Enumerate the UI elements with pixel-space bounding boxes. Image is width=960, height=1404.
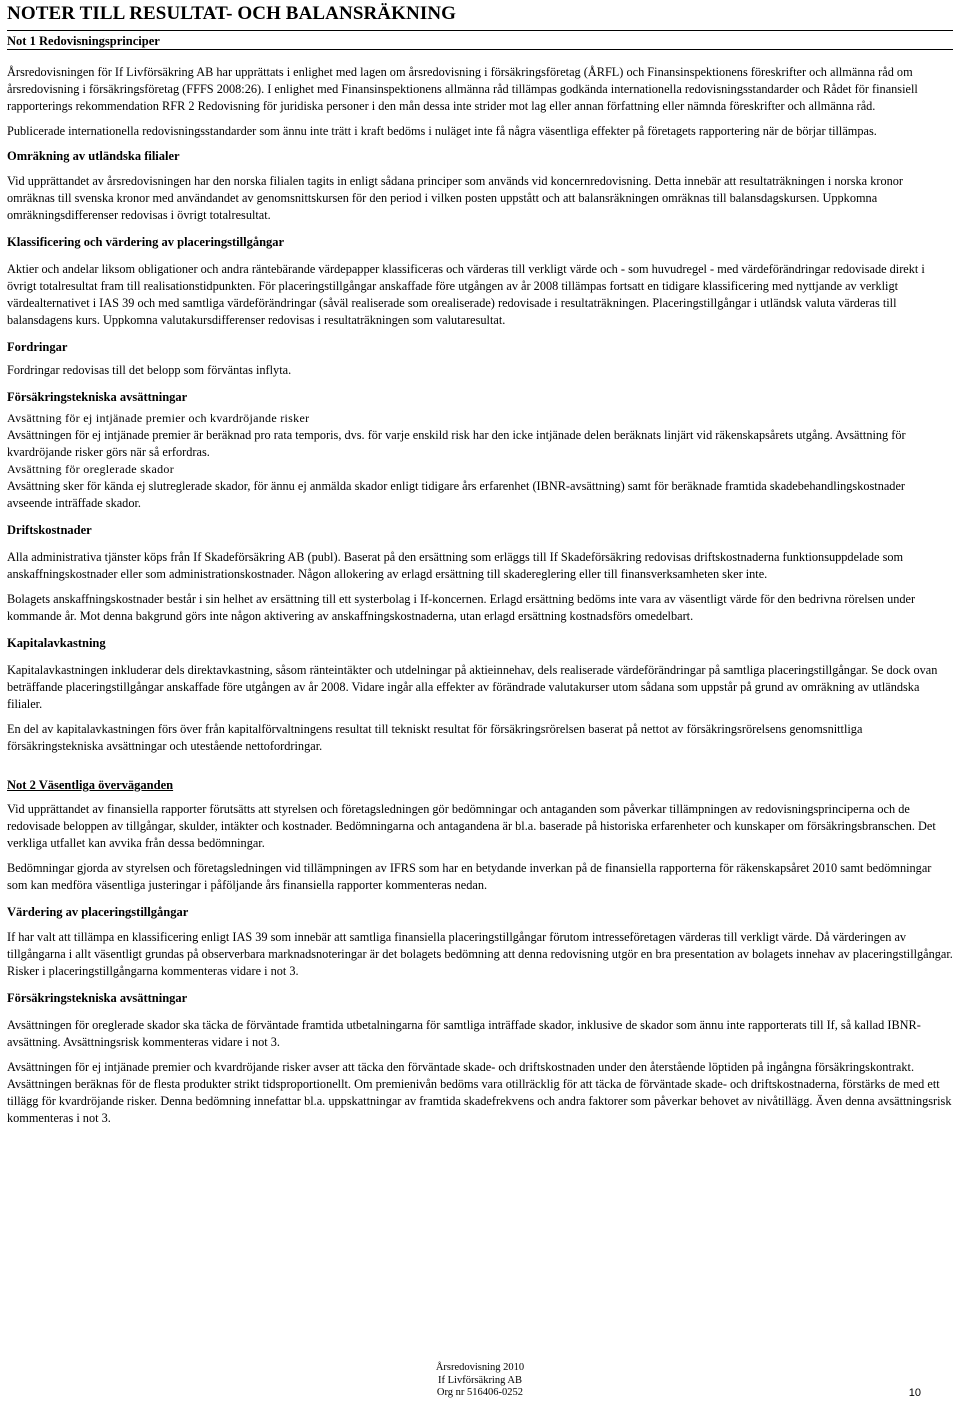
section-heading-forsakringstekniska: Försäkringstekniska avsättningar bbox=[7, 390, 188, 404]
title-rule bbox=[7, 30, 953, 31]
section-heading-vardering: Värdering av placeringstillgångar bbox=[7, 905, 189, 919]
section-heading-omrakning: Omräkning av utländska filialer bbox=[7, 149, 180, 163]
page-number: 10 bbox=[908, 1387, 921, 1399]
document-page bbox=[7, 0, 953, 1127]
paragraph-driftskostnader-1: Alla administrativa tjänster köps från If Skadeförsäkring AB (publ). Baserat på den ersättning som erläggs till If Skadeförsäkring redovisas driftskostnaderna funktionsuppdelade som anskaffningskostnader eller som administrationskostnader. Någon allokering av erlagd ersättning till skadereglering eller till finansverksamheten sker inte. bbox=[7, 550, 904, 581]
subheading-ej-intjanade: Avsättning för ej intjänade premier och kvardröjande risker bbox=[7, 411, 310, 425]
section-heading-driftskostnader: Driftskostnader bbox=[7, 523, 92, 537]
note-1-rule bbox=[7, 49, 953, 50]
subheading-oreglerade-skador: Avsättning för oreglerade skador bbox=[7, 462, 174, 476]
paragraph-oreglerade-skador: Avsättning sker för kända ej slutreglerade skador, för ännu ej anmälda skador enligt tidigare års erfarenhet (IBNR-avsättning) samt för beräknade framtida skadebehandlingskostnader avseende inträffade skador. bbox=[7, 479, 905, 510]
paragraph-kapitalavkastning-1: Kapitalavkastningen inkluderar dels direktavkastning, såsom ränteintäkter och utdelningar på aktieinnehav, dels realiserade värdeförändringar på samtliga placeringstillgångar. Se dock ovan beträffande placeringstillgångar anskaffade före utgången av år 2008. Vidare ingår alla effekter av förändrade valutakurser utom sådana som uppstår på grund av omräkning av utländska filialer. bbox=[7, 663, 938, 711]
paragraph-forsakringstekniska-2a: Avsättningen för oreglerade skador ska täcka de förväntade framtida utbetalningarna för samtliga inträffade skador, inklusive de skador som ännu inte rapporterats till If, så kallad IBNR-avsättning. Avsättningsrisk kommenteras vidare i not 3. bbox=[7, 1018, 921, 1049]
footer-report-year: Årsredovisning 2010 bbox=[435, 1362, 525, 1373]
note-2-paragraph-1: Vid upprättandet av finansiella rapporter förutsätts att styrelsen och företagsledningen gör bedömningar och antaganden som påverkar tillämpningen av redovisningsprinciperna och de redovisade beloppen av tillgångar, skulder, intäkter och kostnader. Bedömningarna och antagandena är bl.a. baserade på historiska erfarenheter och kunskaper om försäkringsbranschen. Det verkliga utfallet kan avvika från dessa bedömningar. bbox=[7, 802, 936, 850]
page-title: NOTER TILL RESULTAT- OCH BALANSRÄKNING bbox=[7, 3, 457, 24]
note-1-paragraph-2: Publicerade internationella redovisningsstandarder som ännu inte trätt i kraft bedöms i nuläget inte få några väsentliga effekter på företagets rapportering när de börjar tillämpas. bbox=[7, 124, 877, 138]
paragraph-kapitalavkastning-2: En del av kapitalavkastningen förs över från kapitalförvaltningens resultat till tekniskt resultat för försäkringsrörelsen baserat på nettot av försäkringsrörelsens genomsnittliga försäkringstekniska avsättningar och utestående nettofordringar. bbox=[7, 722, 863, 753]
section-heading-fordringar: Fordringar bbox=[7, 340, 68, 354]
note-2-paragraph-2: Bedömningar gjorda av styrelsen och företagsledningen vid tillämpningen av IFRS som har en betydande inverkan på de finansiella rapporterna för räkenskapsåret 2010 samt bedömningar som kan medföra väsentliga justeringar i påföljande års finansiella rapporter kommenteras nedan. bbox=[7, 861, 932, 892]
note-1-heading: Not 1 Redovisningsprinciper bbox=[7, 34, 160, 48]
paragraph-fordringar: Fordringar redovisas till det belopp som förväntas inflyta. bbox=[7, 363, 292, 377]
footer-company-name: If Livförsäkring AB bbox=[438, 1374, 522, 1386]
note-1-paragraph-1: Årsredovisningen för If Livförsäkring AB har upprättats i enlighet med lagen om årsredovisning i försäkringsföretag (ÅRFL) och Finansinspektionens föreskrifter och allmänna råd om årsredovisning i försäkringsföretag (FFFS 2008:26). I enlighet med Finansinspektionens allmänna råd tillämpas godkända internationella redovisningsstandarder och Rådet för finansiell rapporterings rekommendation RFR 2 Redovisning för juridiska personer i den mån dessa inte strider mot lag eller annan författning eller nämnda föreskrifter och allmänna råd. bbox=[7, 65, 918, 113]
paragraph-klassificering: Aktier och andelar liksom obligationer och andra räntebärande värdepapper klassificeras och värderas till verkligt värde och - som huvudregel - med värdeförändringar redovisade direkt i övrigt totalresultat fram till realisationstidpunkten. För placeringstillgångar anskaffade före utgången av år 2008 tillämpas fortsatt en tidigare klassificering med nyttjande av verkligt värdealternativet i IAS 39 och med samtliga värdeförändringar (såväl realiserade som orealiserade) redovisade i resultaträkningen. Placeringstillgångar i utländsk valuta värderas till balansdagens kurs. Uppkomna valutakursdifferenser redovisas i resultaträkningen som valutaresultat. bbox=[7, 262, 925, 327]
paragraph-driftskostnader-2: Bolagets anskaffningskostnader består i sin helhet av ersättning till ett systerbolag i If-koncernen. Erlagd ersättning bedöms inte vara av väsentligt värde för den bedrivna rörelsen under kommande år. Mot denna bakgrund görs inte någon aktivering av anskaffningskostnaderna, utan erlagd ersättning kostnadsförs omedelbart. bbox=[7, 592, 916, 623]
paragraph-ej-intjanade: Avsättningen för ej intjänade premier är beräknad pro rata temporis, dvs. för varje enskild risk har den icke intjänade delen beräknats linjärt vid räkenskapsårets utgång. Avsättning för kvardröjande risker görs när så erfordras. bbox=[7, 428, 906, 459]
paragraph-vardering: If har valt att tillämpa en klassificering enligt IAS 39 som innebär att samtliga finansiella placeringstillgångar förutom intresseföretagen värderas till verkligt värde. Då värderingen av tillgångarna i allt väsentligt grundas på observerbara marknadsnoteringar är det bolagets bedömning att denna redovisning utgör en bra presentation av bolagets innehav av placeringstillgångar. Risker i placeringstillgångarna kommenteras vidare i not 3. bbox=[7, 930, 953, 978]
paragraph-forsakringstekniska-2b: Avsättningen för ej intjänade premier och kvardröjande risker avser att täcka den förväntade skade- och driftskostnaden under den återstående löptiden på ingångna försäkringskontrakt. Avsättningen beräknas för de flesta produkter strikt tidsproportionellt. Om premienivån bedöms vara otillräcklig för att täcka de förväntade skade- och driftskostnaderna, förstärks de med ett tillägg för kvardröjande risker. Denna bedömning innefattar bl.a. uppskattningar av framtida skadefrekvens och andra faktorer som påverkar behovet av nivåtillägg. Även denna avsättningsrisk kommenteras i not 3. bbox=[7, 1060, 952, 1125]
section-heading-klassificering: Klassificering och värdering av placeringstillgångar bbox=[7, 235, 285, 249]
paragraph-omrakning: Vid upprättandet av årsredovisningen har den norska filialen tagits in enligt sådana principer som används vid koncernredovisning. Detta innebär att resultaträkningen i norska kronor omräknas till svenska kronor med användandet av genomsnittskursen för den period i vilken posten uppstått och att balansräkningen omräknas till balansdagskursen. Uppkomna omräkningsdifferenser redovisas i övrigt totalresultat. bbox=[7, 174, 903, 222]
section-heading-forsakringstekniska-2: Försäkringstekniska avsättningar bbox=[7, 991, 188, 1005]
note-2-heading: Not 2 Väsentliga överväganden bbox=[7, 778, 174, 792]
section-heading-kapitalavkastning: Kapitalavkastning bbox=[7, 636, 106, 650]
footer-org-number: Org nr 516406-0252 bbox=[436, 1387, 524, 1398]
page-footer bbox=[0, 1362, 960, 1400]
